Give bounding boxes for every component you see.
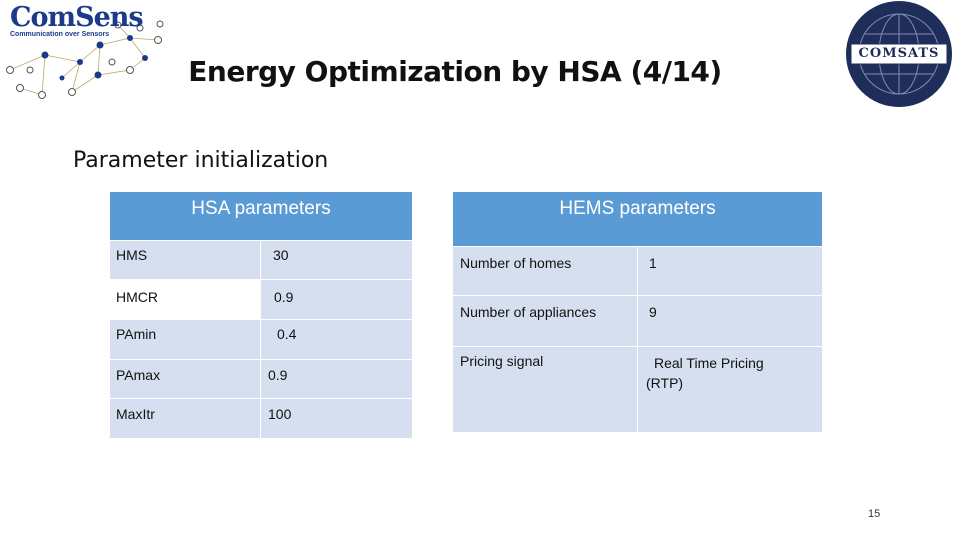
hems-table-header: HEMS parameters (453, 192, 822, 246)
hems-row-3-name: Pricing signal (453, 347, 637, 432)
hsa-row-2-name: HMCR (110, 280, 260, 319)
hsa-row-4-value: 0.9 (261, 360, 412, 398)
comsens-tagline: Communication over Sensors (10, 31, 110, 38)
hsa-row-1-name: HMS (110, 241, 260, 279)
hsa-row-3-value: 0.4 (261, 320, 412, 359)
slide-title: Energy Optimization by HSA (4/14) (188, 55, 722, 88)
hsa-row-4-name: PAmax (110, 360, 260, 398)
hsa-table-header: HSA parameters (110, 192, 412, 240)
hems-row-2-name: Number of appliances (453, 296, 637, 346)
hems-row-2-value: 9 (638, 296, 822, 346)
hems-row-1-value: 1 (638, 247, 822, 295)
page-number: 15 (868, 508, 881, 520)
hems-row-3-value: Real Time Pricing (RTP) (638, 347, 822, 432)
section-subheading: Parameter initialization (73, 148, 329, 173)
comsats-wordmark: COMSATS (858, 46, 940, 61)
comsens-wordmark: ComSens (10, 2, 143, 33)
hems-row-1-name: Number of homes (453, 247, 637, 295)
hsa-row-1-value: 30 (261, 241, 412, 279)
hsa-row-5-value: 100 (261, 399, 412, 438)
hsa-row-5-name: MaxItr (110, 399, 260, 438)
hsa-row-2-value: 0.9 (261, 280, 412, 319)
hsa-row-3-name: PAmin (110, 320, 260, 359)
